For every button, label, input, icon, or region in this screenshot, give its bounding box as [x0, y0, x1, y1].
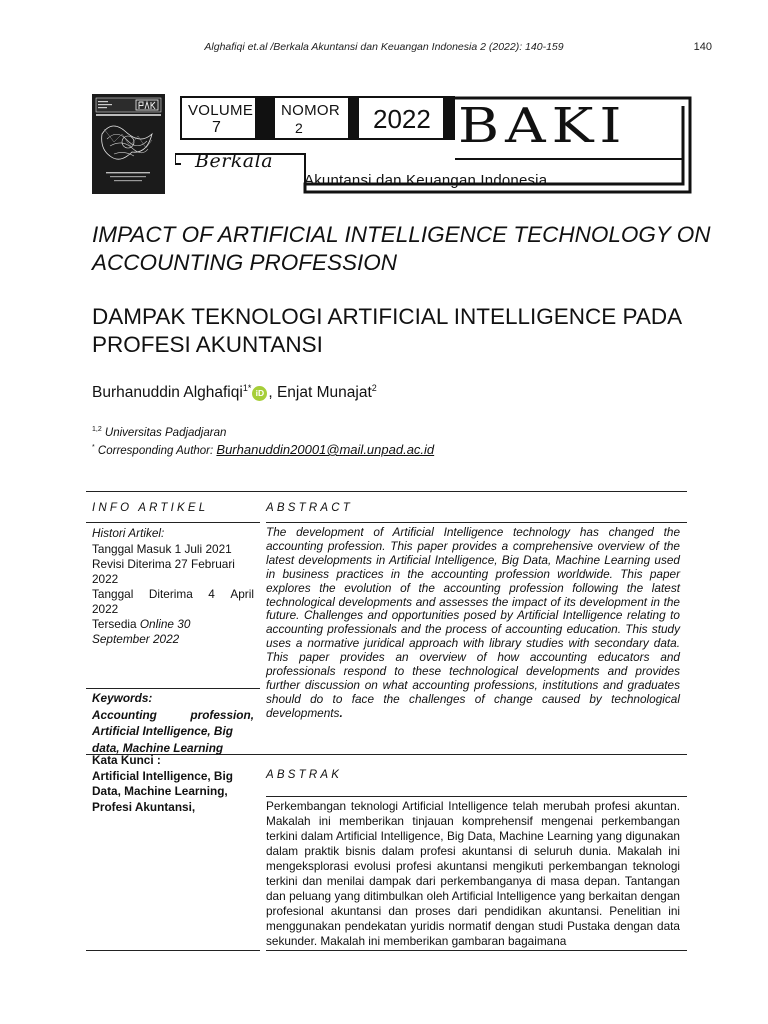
- brand-berkala-script: Berkala: [195, 150, 274, 172]
- history-line: Revisi Diterima 27 Februari: [92, 557, 235, 571]
- history-line: 2022: [92, 572, 119, 586]
- nomor-box: [273, 96, 350, 140]
- history-line: September 2022: [92, 632, 180, 646]
- history-title: Histori Artikel:: [92, 526, 165, 540]
- author-list: [92, 383, 377, 402]
- history-line: 2022: [92, 602, 119, 616]
- info-artikel-heading: INFO ARTIKEL: [92, 502, 209, 514]
- nomor-value: 2: [295, 120, 303, 136]
- journal-cover-thumbnail: [92, 94, 165, 194]
- keywords-line: data, Machine Learning: [92, 740, 224, 755]
- keywords-block: [92, 690, 254, 756]
- keywords-rule: [86, 688, 260, 689]
- history-line: [92, 587, 254, 602]
- volume-box: [180, 96, 257, 140]
- history-word: Diterima: [148, 587, 193, 601]
- kata-kunci-line: Profesi Akuntansi,: [92, 799, 196, 814]
- history-line: Tanggal Masuk 1 Juli 2021: [92, 542, 232, 556]
- corresponding-label: Corresponding Author:: [94, 445, 217, 457]
- journal-subtitle: Akuntansi dan Keuangan Indonesia: [304, 172, 548, 189]
- author-name: Enjat Munajat: [276, 384, 372, 402]
- abstrak-indonesian: Perkembangan teknologi Artificial Intelligence telah merubah profesi akuntan. Makalah ini memberikan tinjauan komprehensif mengenai perkembangan terkini dalam Artificial Intelligence, Big Data, Machine Learning yang digunakan dalam praktik bisnis dalam profesi akuntansi di seluruh dunia. Makalah ini mengeksplorasi evolusi profesi akuntansi mengikuti perkembangan teknologi terkini dan menilai dampak dari perkembanganya di masa depan. Tantangan dan peluang yang ditimbulkan oleh Artificial Intelligence yang berkaitan dengan profesional akuntansi dan proses dari pendidikan akuntansi. Penelitian ini menggunakan pendekatan yuridis normatif dengan studi Pustaka dengan data sekunder. Makalah ini memberikan gambaran bagaimana: [266, 799, 680, 948]
- author-superscript: 2: [371, 383, 377, 393]
- table-top-rule: [86, 491, 687, 492]
- running-header: Alghafiqi et.al /Berkala Akuntansi dan Keuangan Indonesia 2 (2022): 140-159: [204, 41, 564, 53]
- abstract-english-text: The development of Artificial Intelligence technology has changed the accounting profession. This paper provides a comprehensive overview of the latest developments in Artificial Intelligence, Big Data, Machine Learning used in business practices in the accounting profession worldwide. This paper explores the evolution of the accounting profession following the latest technological developments and assesses the impact of its development in the future. Challenges and opportunities posed by Artificial Intelligence relating to accounting professionals and the process of accounting education. This study uses a normative juridical approach with library studies with secondary data. This paper provides an overview of how accounting educators and professionals respond to these technological developments and provides further discussion on what accounting professions, institutions and graduates should do to face the challenges of change caused by technological developments: [266, 525, 680, 720]
- abstrak-head-rule: [266, 796, 687, 797]
- nomor-label: NOMOR: [281, 102, 340, 119]
- author-separator: ,: [268, 384, 277, 402]
- page-number: 140: [693, 41, 712, 53]
- author-superscript: 1*: [242, 383, 252, 393]
- article-title-english: IMPACT OF ARTIFICIAL INTELLIGENCE TECHNOLOGY ON ACCOUNTING PROFESSION: [92, 222, 711, 275]
- abstract-heading: ABSTRACT: [266, 502, 353, 514]
- brand-wordmark: BAKI: [458, 98, 628, 155]
- table-bottom-rule-left: [86, 950, 260, 951]
- corresponding-author: [92, 442, 434, 457]
- year-value: 2022: [373, 104, 431, 134]
- corresponding-marker: *: [92, 444, 95, 452]
- author-name: Burhanuddin Alghafiqi: [92, 384, 243, 402]
- article-history: [92, 526, 254, 647]
- keywords-line: Artificial Intelligence, Big: [92, 724, 233, 738]
- orcid-icon[interactable]: iD: [252, 386, 267, 401]
- volume-value: 7: [212, 119, 221, 136]
- history-word: 4: [208, 587, 215, 601]
- kata-kunci-line: Data, Machine Learning,: [92, 784, 228, 798]
- header-rule-right: [266, 522, 687, 523]
- header-rule-left: [86, 522, 260, 523]
- kata-kunci-label: Kata Kunci :: [92, 753, 161, 767]
- keyword-word: profession,: [190, 707, 254, 722]
- affiliation-text: Universitas Padjadjaran: [101, 426, 227, 439]
- abstract-english-end: .: [339, 705, 343, 720]
- corresponding-email-link[interactable]: Burhanuddin20001@mail.unpad.ac.id: [216, 442, 435, 457]
- kata-kunci-block: [92, 753, 254, 815]
- year-box: [357, 96, 445, 140]
- affiliation: [92, 426, 226, 439]
- keyword-word: Accounting: [92, 707, 157, 722]
- abstrak-heading: ABSTRAK: [266, 769, 343, 781]
- history-word: Online 30: [139, 617, 191, 631]
- affiliation-superscript: 1,2: [92, 426, 102, 433]
- abstract-english: [266, 526, 680, 721]
- history-word: Tersedia: [92, 617, 137, 631]
- table-bottom-rule-right: [266, 950, 687, 951]
- volume-label: VOLUME: [188, 102, 254, 119]
- history-word: April: [230, 587, 254, 601]
- keywords-line: [92, 707, 254, 724]
- history-line: [92, 617, 254, 632]
- keywords-label: Keywords:: [92, 691, 153, 705]
- history-word: Tanggal: [92, 587, 134, 601]
- kata-kunci-line: Artificial Intelligence, Big: [92, 768, 233, 783]
- article-title-indonesian: DAMPAK TEKNOLOGI ARTIFICIAL INTELLIGENCE PADA PROFESI AKUNTANSI: [92, 304, 681, 357]
